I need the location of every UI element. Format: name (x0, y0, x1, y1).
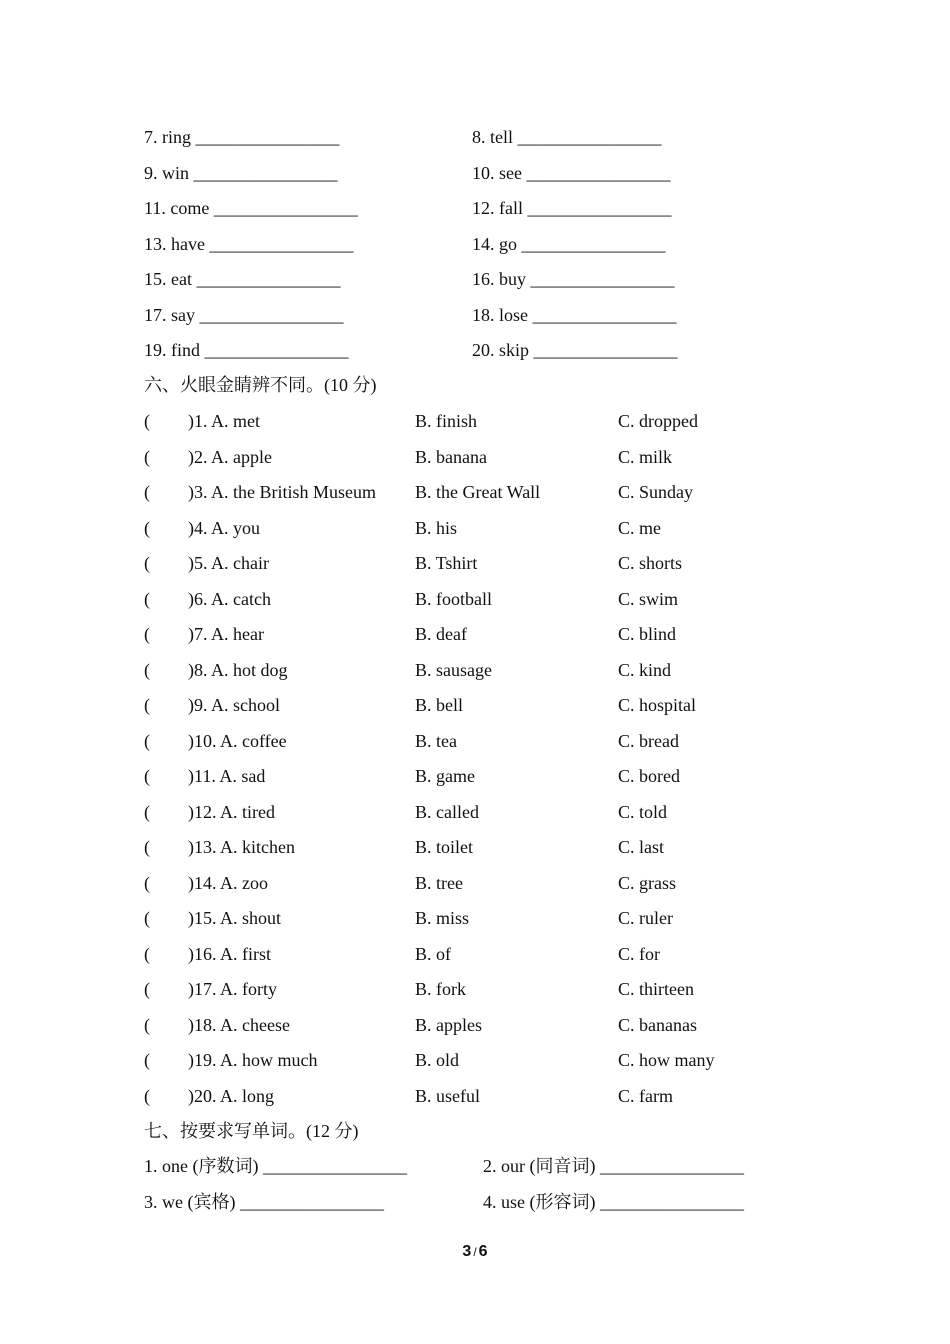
word-item: 17. say ________________ (144, 305, 344, 325)
word-item: 8. tell ________________ (472, 127, 662, 147)
option-c: C. told (618, 802, 668, 822)
answer-paren: ( (144, 447, 150, 467)
answer-paren: ( (144, 411, 150, 431)
option-a: )2. A. apple (188, 447, 272, 467)
option-c: C. me (618, 518, 661, 538)
word-item: 9. win ________________ (144, 163, 338, 183)
page-separator: / (473, 1245, 477, 1259)
option-b: B. sausage (415, 660, 492, 680)
option-b: B. called (415, 802, 479, 822)
word-item: 18. lose ________________ (472, 305, 677, 325)
option-c: C. kind (618, 660, 672, 680)
write-item: 4. use (形容词) ________________ (483, 1192, 744, 1212)
option-c: C. swim (618, 589, 679, 609)
option-b: B. banana (415, 447, 487, 467)
option-a: )18. A. cheese (188, 1015, 290, 1035)
option-a: )17. A. forty (188, 979, 277, 999)
option-b: B. his (415, 518, 458, 538)
answer-paren: ( (144, 624, 150, 644)
option-a: )4. A. you (188, 518, 260, 538)
option-a: )13. A. kitchen (188, 837, 295, 857)
option-b: B. toilet (415, 837, 473, 857)
answer-paren: ( (144, 908, 150, 928)
option-c: C. shorts (618, 553, 683, 573)
option-b: B. football (415, 589, 492, 609)
option-a: )14. A. zoo (188, 873, 268, 893)
answer-paren: ( (144, 1050, 150, 1070)
write-item: 2. our (同音词) ________________ (483, 1156, 744, 1176)
option-c: C. bored (618, 766, 680, 786)
word-item: 14. go ________________ (472, 234, 666, 254)
option-c: C. dropped (618, 411, 698, 431)
answer-paren: ( (144, 518, 150, 538)
option-b: B. game (415, 766, 475, 786)
option-a: )7. A. hear (188, 624, 264, 644)
word-item: 16. buy ________________ (472, 269, 675, 289)
answer-paren: ( (144, 944, 150, 964)
option-b: B. old (415, 1050, 460, 1070)
option-b: B. finish (415, 411, 478, 431)
option-a: )19. A. how much (188, 1050, 318, 1070)
option-c: C. blind (618, 624, 677, 644)
word-item: 15. eat ________________ (144, 269, 341, 289)
option-a: )10. A. coffee (188, 731, 287, 751)
option-b: B. deaf (415, 624, 467, 644)
option-c: C. milk (618, 447, 673, 467)
answer-paren: ( (144, 766, 150, 786)
word-item: 12. fall ________________ (472, 198, 672, 218)
section-6-title: 六、火眼金睛辨不同。(10 分) (144, 375, 377, 395)
word-item: 19. find ________________ (144, 340, 349, 360)
option-a: )9. A. school (188, 695, 280, 715)
answer-paren: ( (144, 589, 150, 609)
option-c: C. farm (618, 1086, 673, 1106)
answer-paren: ( (144, 837, 150, 857)
option-c: C. grass (618, 873, 676, 893)
option-c: C. ruler (618, 908, 673, 928)
answer-paren: ( (144, 731, 150, 751)
option-a: )3. A. the British Museum (188, 482, 376, 502)
write-item: 1. one (序数词) ________________ (144, 1156, 407, 1176)
answer-paren: ( (144, 553, 150, 573)
option-c: C. how many (618, 1050, 715, 1070)
page-number (0, 1243, 950, 1261)
option-a: )15. A. shout (188, 908, 282, 928)
option-b: B. fork (415, 979, 466, 999)
option-b: B. bell (415, 695, 463, 715)
answer-paren: ( (144, 1015, 150, 1035)
word-item: 11. come ________________ (144, 198, 358, 218)
option-c: C. for (618, 944, 660, 964)
option-a: )11. A. sad (188, 766, 266, 786)
answer-paren: ( (144, 873, 150, 893)
option-a: )20. A. long (188, 1086, 275, 1106)
word-item: 10. see ________________ (472, 163, 671, 183)
write-item: 3. we (宾格) ________________ (144, 1192, 384, 1212)
option-c: C. Sunday (618, 482, 694, 502)
option-a: )16. A. first (188, 944, 271, 964)
option-b: B. miss (415, 908, 470, 928)
option-c: C. bananas (618, 1015, 697, 1035)
option-b: B. useful (415, 1086, 480, 1106)
option-b: B. Tshirt (415, 553, 478, 573)
option-a: )6. A. catch (188, 589, 271, 609)
option-c: C. hospital (618, 695, 697, 715)
total-pages: 6 (478, 1243, 488, 1260)
option-b: B. tree (415, 873, 463, 893)
option-a: )1. A. met (188, 411, 260, 431)
answer-paren: ( (144, 695, 150, 715)
answer-paren: ( (144, 802, 150, 822)
answer-paren: ( (144, 979, 150, 999)
option-a: )5. A. chair (188, 553, 269, 573)
word-item: 20. skip ________________ (472, 340, 678, 360)
word-item: 13. have ________________ (144, 234, 354, 254)
option-b: B. of (415, 944, 451, 964)
answer-paren: ( (144, 482, 150, 502)
option-c: C. last (618, 837, 665, 857)
option-b: B. tea (415, 731, 457, 751)
option-c: C. bread (618, 731, 679, 751)
option-b: B. the Great Wall (415, 482, 541, 502)
answer-paren: ( (144, 660, 150, 680)
word-item: 7. ring ________________ (144, 127, 340, 147)
answer-paren: ( (144, 1086, 150, 1106)
option-a: )8. A. hot dog (188, 660, 288, 680)
option-c: C. thirteen (618, 979, 694, 999)
option-b: B. apples (415, 1015, 482, 1035)
current-page: 3 (462, 1243, 472, 1260)
option-a: )12. A. tired (188, 802, 275, 822)
section-7-title: 七、按要求写单词。(12 分) (144, 1121, 359, 1141)
